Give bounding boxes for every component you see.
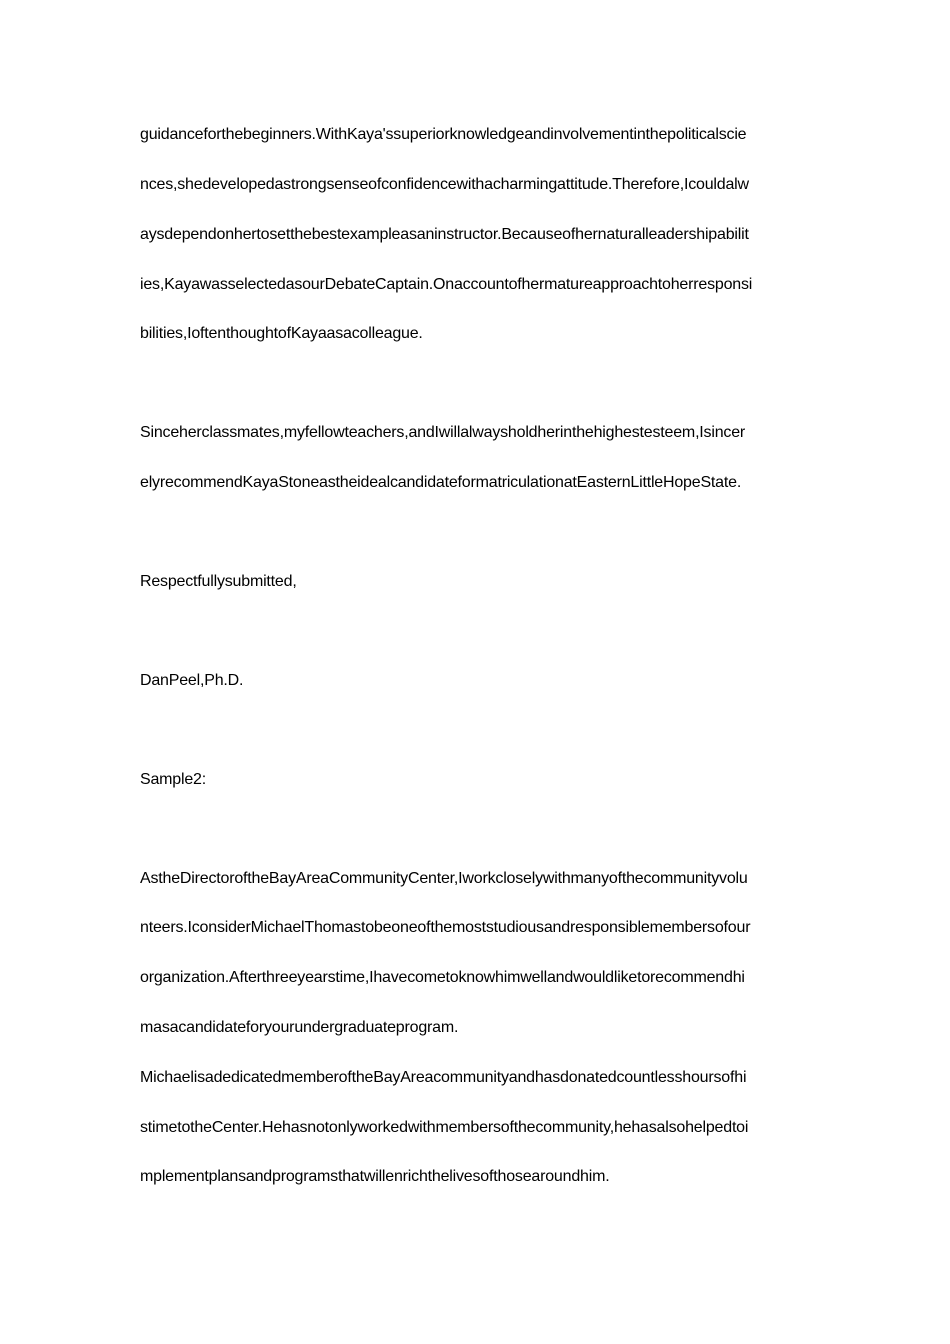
text-line: MichaelisadedicatedmemberoftheBayAreacommunityandhasdonatedcountlesshoursofhi (140, 1069, 747, 1086)
text-line: stimetotheCenter.Hehasnotonlyworkedwithmembersofthecommunity,hehasalsohelpedtoi (140, 1119, 749, 1136)
text-line: guidanceforthebeginners.WithKaya'ssuperiorknowledgeandinvolvementinthepoliticalscie (140, 126, 747, 143)
text-line: elyrecommendKayaStoneastheidealcandidateformatriculationatEasternLittleHopeState. (140, 474, 742, 491)
text-line: organization.Afterthreeyearstime,Ihavecometoknowhimwellandwouldliketorecommendhi (140, 969, 745, 986)
text-line: aysdependonhertosetthebestexampleasaninstructor.Becauseofhernaturalleadershipabilit (140, 226, 749, 243)
sample-heading: Sample2: (140, 771, 206, 788)
text-line: mplementplansandprogramsthatwillenrichthelivesofthosearoundhim. (140, 1168, 610, 1185)
closing-line: Respectfullysubmitted, (140, 573, 297, 590)
signature-line: DanPeel,Ph.D. (140, 672, 244, 689)
text-line: Sinceherclassmates,myfellowteachers,andIwillalwaysholdherinthehighestesteem,Isincer (140, 424, 746, 441)
text-line: bilities,IoftenthoughtofKayaasacolleague. (140, 325, 423, 342)
text-line: ies,KayawasselectedasourDebateCaptain.Onaccountofhermatureapproachtoherresponsi (140, 276, 753, 293)
text-line: masacandidateforyourundergraduateprogram. (140, 1019, 459, 1036)
text-line: AstheDirectoroftheBayAreaCommunityCenter,Iworkcloselywithmanyofthecommunityvolu (140, 870, 748, 887)
text-line: nces,shedevelopedastrongsenseofconfidencewithacharmingattitude.Therefore,Icouldalw (140, 176, 749, 193)
text-line: nteers.IconsiderMichaelThomastobeoneofthemoststudiousandresponsiblemembersofour (140, 919, 751, 936)
